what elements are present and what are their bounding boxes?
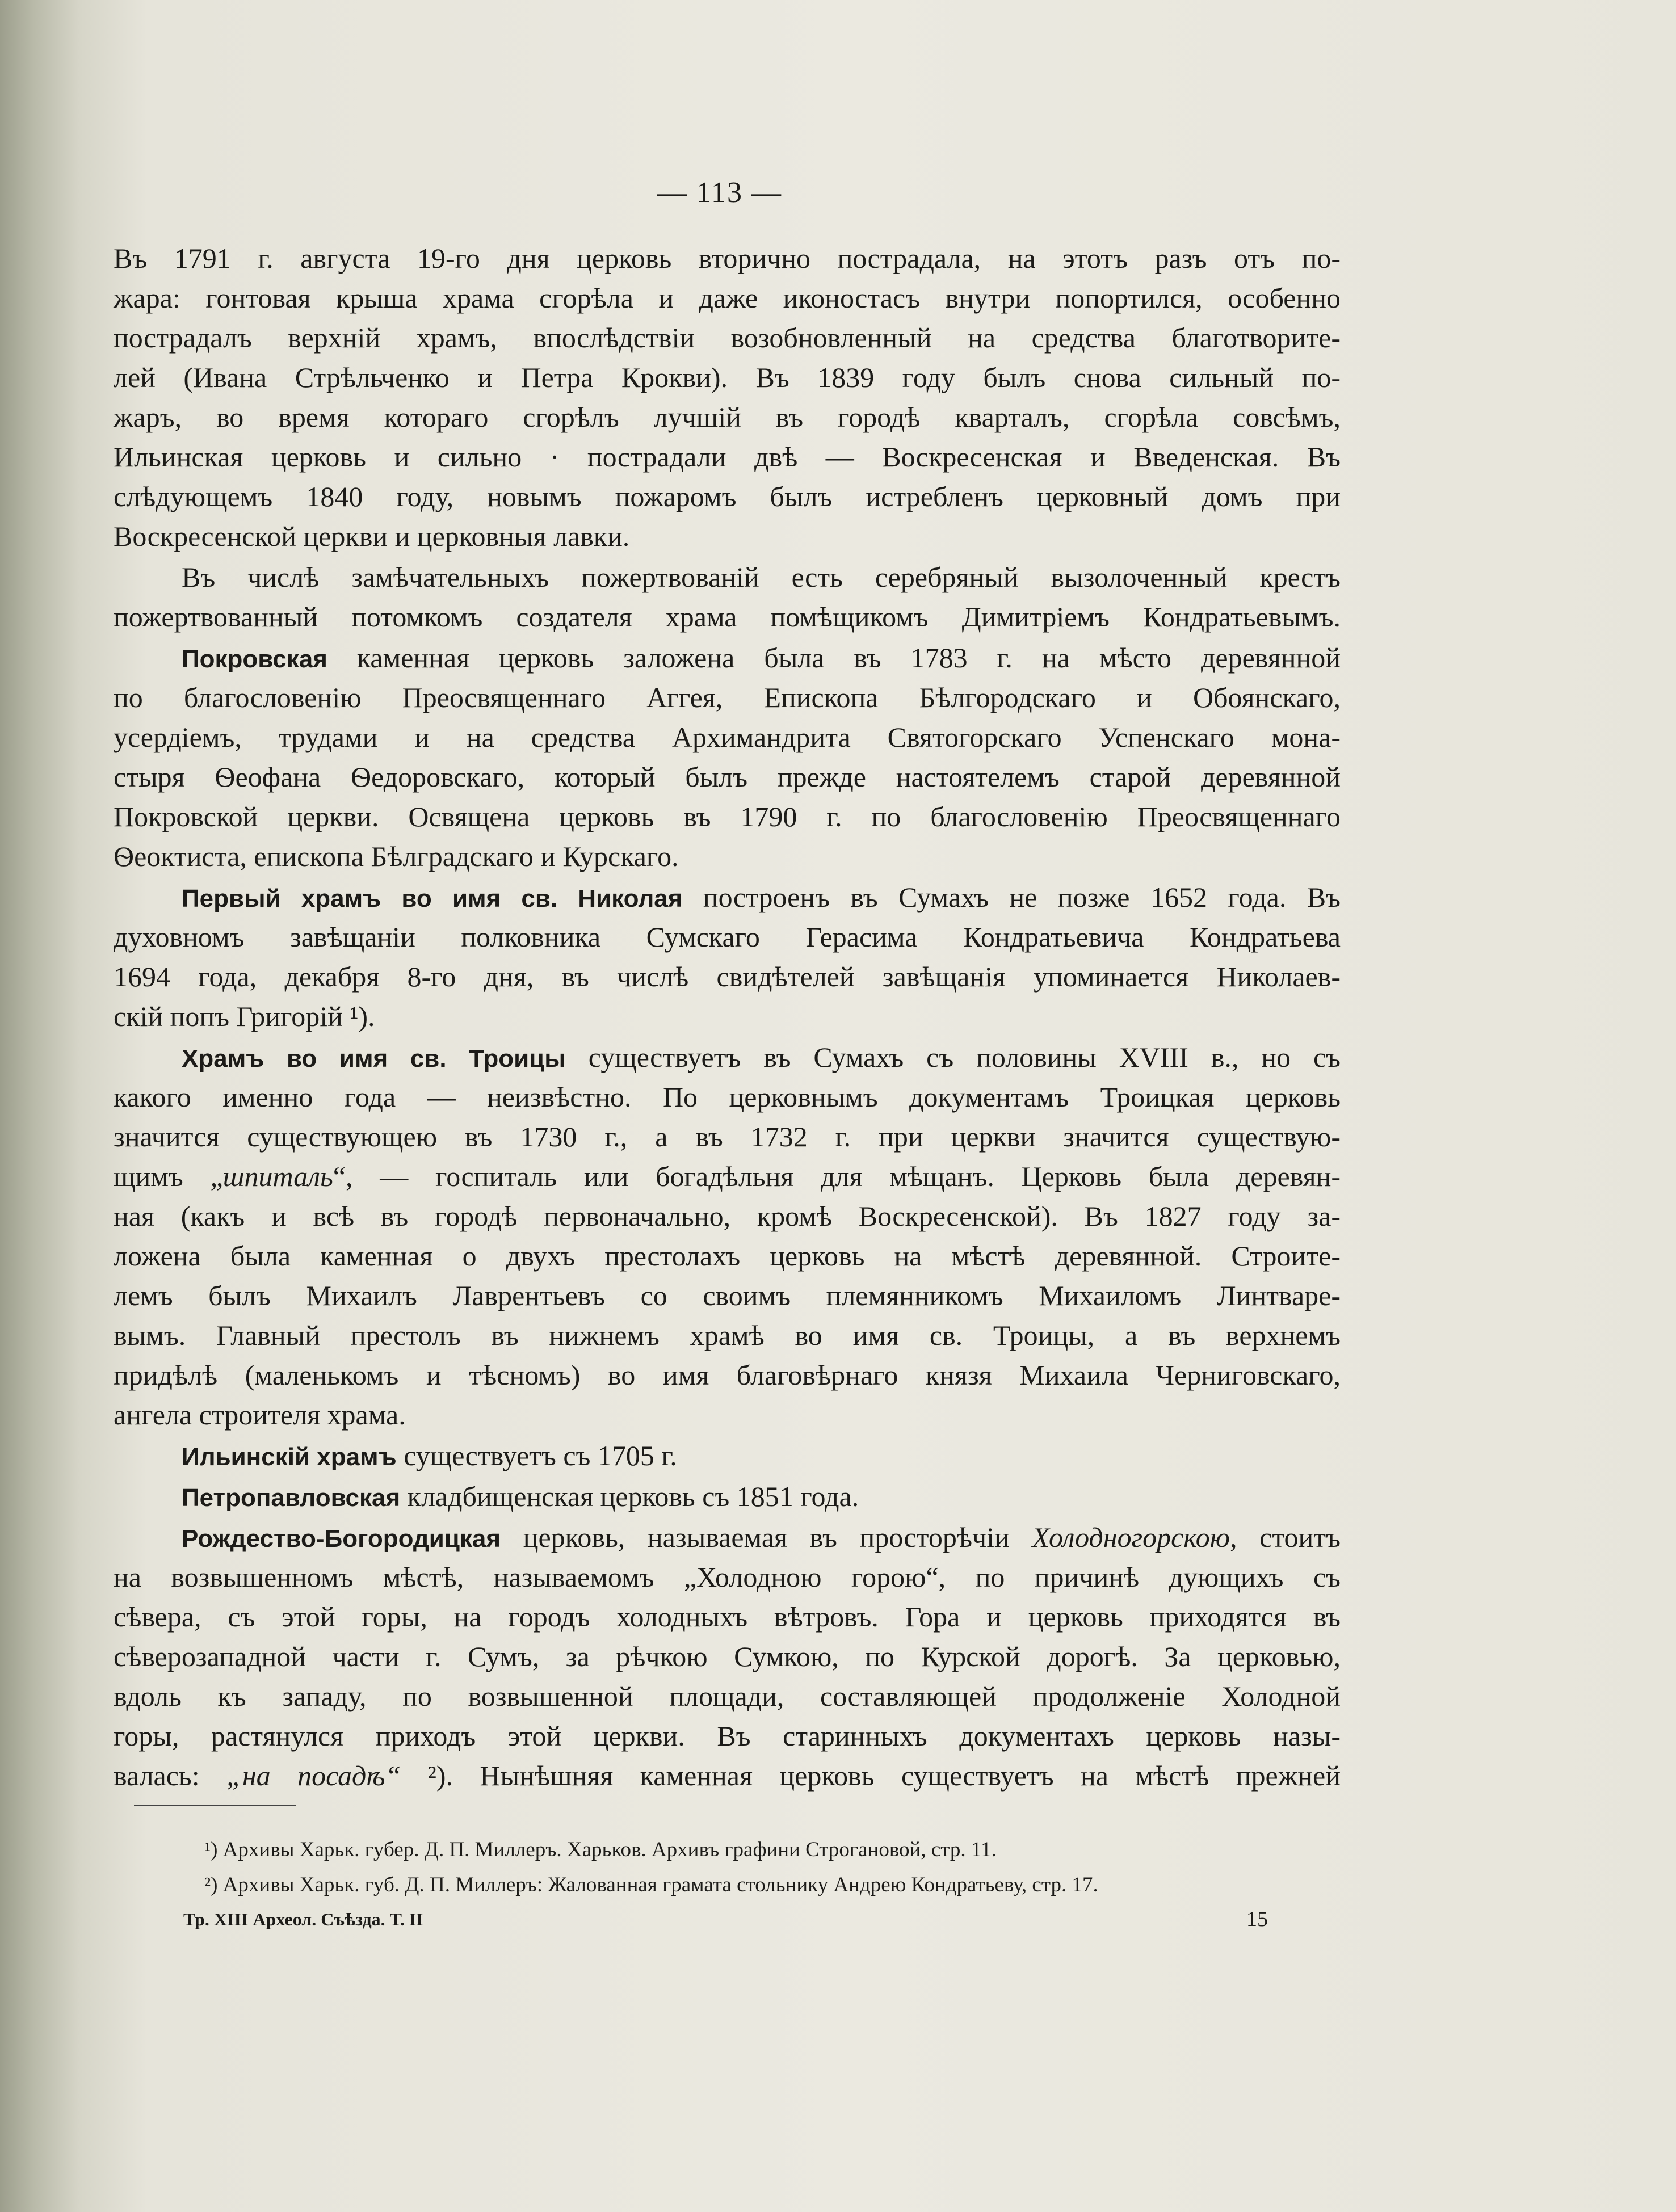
- paragraph: [114, 557, 1341, 637]
- text-line: [114, 358, 1341, 397]
- text-run: каменная церковь заложена была въ 1783 г. на мѣсто деревянной: [327, 642, 1341, 674]
- text-line: [114, 1117, 1341, 1157]
- text-run: ангела строителя храма.: [114, 1399, 406, 1431]
- text-line: [114, 757, 1341, 797]
- text-line: [114, 917, 1341, 957]
- text-run: Въ 1791 г. августа 19-го дня церковь вторично пострадала, на этотъ разъ отъ по-: [114, 242, 1341, 274]
- text-run: значится существующею въ 1730 г., а въ 1732 г. при церкви значится существую-: [114, 1121, 1341, 1153]
- text-run: сѣвера, съ этой горы, на городъ холодныхъ вѣтровъ. Гора и церковь приходятся въ: [114, 1601, 1341, 1633]
- text-run: горы, растянулся приходъ этой церкви. Въ старинныхъ документахъ церковь назы-: [114, 1720, 1341, 1752]
- text-run: Ильинская церковь и сильно · пострадали двѣ — Воскресенская и Введенская. Въ: [114, 441, 1341, 473]
- text-run: ²). Нынѣшняя каменная церковь существуетъ на мѣстѣ прежней: [401, 1760, 1341, 1792]
- text-run: придѣлѣ (маленькомъ и тѣсномъ) во имя благовѣрнаго князя Михаила Черниговскаго,: [114, 1359, 1341, 1391]
- text-line: [114, 477, 1341, 516]
- text-run: щимъ „: [114, 1160, 223, 1192]
- text-line: [114, 1276, 1341, 1315]
- footer-signature: Тр. XIII Археол. Съѣзда. Т. II: [183, 1909, 423, 1929]
- footnote-2: ²) Архивы Харьк. губ. Д. П. Миллеръ: Жалованная грамата стольнику Андрею Кондратьеву, стр. 17.: [204, 1873, 1098, 1896]
- text-line: [114, 238, 1341, 278]
- text-line: [114, 1196, 1341, 1236]
- text-run: какого именно года — неизвѣстно. По церковнымъ документамъ Троицкая церковь: [114, 1081, 1341, 1113]
- text-line: [114, 1676, 1341, 1716]
- text-run: ная (какъ и всѣ въ городѣ первоначально, кромѣ Воскресенской). Въ 1827 году за-: [114, 1200, 1341, 1232]
- text-line: [114, 1557, 1341, 1597]
- text-line: [114, 678, 1341, 717]
- paragraph: [114, 638, 1341, 876]
- text-line: [114, 996, 1341, 1036]
- text-line: [114, 278, 1341, 318]
- text-run: усердіемъ, трудами и на средства Архимандрита Святогорскаго Успенскаго мона-: [114, 721, 1341, 753]
- text-line: [114, 437, 1341, 477]
- text-line: [114, 1597, 1341, 1637]
- text-run: пострадалъ верхній храмъ, впослѣдствіи возобновленный на средства благотворите-: [114, 322, 1341, 354]
- text-run: стыря Ѳеофана Ѳедоровскаго, который былъ прежде настоятелемъ старой деревянной: [114, 761, 1341, 793]
- bold-heading-run: Покровская: [182, 645, 327, 673]
- footer-sheet-number: 15: [1246, 1907, 1268, 1931]
- paragraph: [114, 877, 1341, 1036]
- text-run: , стоитъ: [1230, 1521, 1341, 1553]
- page-number: — 113 —: [657, 176, 783, 209]
- italic-run: „на посадѣ“: [226, 1760, 401, 1792]
- text-line: [114, 1236, 1341, 1276]
- text-line: [114, 1395, 1341, 1435]
- text-run: Ѳеоктиста, епископа Бѣлградскаго и Курскаго.: [114, 840, 679, 872]
- text-run: по благословенію Преосвященнаго Аггея, Епископа Бѣлгородскаго и Обоянскаго,: [114, 682, 1341, 713]
- text-run: 1694 года, декабря 8-го дня, въ числѣ свидѣтелей завѣщанія упоминается Николаев-: [114, 961, 1341, 993]
- text-line: [114, 557, 1341, 597]
- text-line: [114, 957, 1341, 996]
- text-run: жаръ, во время котораго сгорѣлъ лучшій въ городѣ кварталъ, сгорѣла совсѣмъ,: [114, 401, 1341, 433]
- paragraph: [114, 1517, 1341, 1795]
- text-line: [114, 717, 1341, 757]
- text-run: сѣверозападной части г. Сумъ, за рѣчкою Сумкою, по Курской дорогѣ. За церковью,: [114, 1641, 1341, 1672]
- text-line: [114, 397, 1341, 437]
- paragraph: [114, 1037, 1341, 1435]
- text-line: [114, 516, 1341, 556]
- text-line: [114, 638, 1341, 678]
- text-run: пожертвованный потомкомъ создателя храма помѣщикомъ Димитріемъ Кондратьевымъ.: [114, 601, 1341, 633]
- text-line: [114, 1477, 1341, 1516]
- footnote-1: ¹) Архивы Харьк. губер. Д. П. Миллеръ. Харьков. Архивъ графини Строгановой, стр. 11.: [204, 1838, 997, 1861]
- text-run: Воскресенской церкви и церковныя лавки.: [114, 520, 630, 552]
- text-line: [114, 1315, 1341, 1355]
- text-run: существуетъ въ Сумахъ съ половины XVIII в., но съ: [565, 1041, 1341, 1073]
- text-run: вдоль къ западу, по возвышенной площади, составляющей продолженіе Холодной: [114, 1680, 1341, 1712]
- body-text: [114, 238, 1341, 1797]
- italic-run: Холодногорскою: [1032, 1521, 1230, 1553]
- text-run: духовномъ завѣщаніи полковника Сумскаго Герасима Кондратьевича Кондратьева: [114, 921, 1341, 953]
- text-line: [114, 836, 1341, 876]
- text-line: [114, 1517, 1341, 1557]
- text-run: лемъ былъ Михаилъ Лаврентьевъ со своимъ племянникомъ Михаиломъ Линтваре-: [114, 1280, 1341, 1311]
- text-line: [114, 1716, 1341, 1756]
- text-run: на возвышенномъ мѣстѣ, называемомъ „Холодною горою“, по причинѣ дующихъ съ: [114, 1561, 1341, 1593]
- text-line: [114, 318, 1341, 358]
- text-line: [114, 597, 1341, 637]
- text-line: [114, 797, 1341, 836]
- text-run: ложена была каменная о двухъ престолахъ церковь на мѣстѣ деревянной. Строите-: [114, 1240, 1341, 1272]
- text-run: церковь, называемая въ просторѣчіи: [501, 1521, 1032, 1553]
- text-line: [114, 1355, 1341, 1395]
- text-line: [114, 1077, 1341, 1117]
- bold-heading-run: Храмъ во имя св. Троицы: [182, 1045, 566, 1073]
- text-run: существуетъ съ 1705 г.: [396, 1440, 677, 1471]
- text-run: валась:: [114, 1760, 227, 1792]
- paragraph: [114, 1477, 1341, 1516]
- text-line: [114, 1157, 1341, 1196]
- text-line: [114, 877, 1341, 917]
- paragraph: [114, 238, 1341, 556]
- footnote-rule: [134, 1805, 296, 1806]
- text-line: [114, 1756, 1341, 1795]
- text-run: вымъ. Главный престолъ въ нижнемъ храмѣ во имя св. Троицы, а въ верхнемъ: [114, 1319, 1341, 1351]
- text-run: лей (Ивана Стрѣльченко и Петра Крокви). Въ 1839 году былъ снова сильный по-: [114, 361, 1341, 393]
- text-run: Покровской церкви. Освящена церковь въ 1790 г. по благословенію Преосвященнаго: [114, 801, 1341, 832]
- text-run: скій попъ Григорій ¹).: [114, 1000, 375, 1032]
- bold-heading-run: Ильинскій храмъ: [182, 1443, 397, 1471]
- text-run: построенъ въ Сумахъ не позже 1652 года. Въ: [682, 881, 1341, 913]
- text-line: [114, 1436, 1341, 1475]
- bold-heading-run: Первый храмъ во имя св. Николая: [182, 885, 683, 912]
- italic-run: шпиталь: [222, 1160, 333, 1192]
- text-run: кладбищенская церковь съ 1851 года.: [400, 1481, 859, 1512]
- text-line: [114, 1637, 1341, 1676]
- text-run: жара: гонтовая крыша храма сгорѣла и даже иконостасъ внутри попортился, особенно: [114, 282, 1341, 314]
- text-line: [114, 1037, 1341, 1077]
- bold-heading-run: Петропавловская: [182, 1484, 401, 1512]
- bold-heading-run: Рождество-Богородицкая: [182, 1525, 501, 1553]
- paragraph: [114, 1436, 1341, 1475]
- text-run: “, — госпиталь или богадѣльня для мѣщанъ. Церковь была деревян-: [333, 1160, 1341, 1192]
- text-run: Въ числѣ замѣчательныхъ пожертвованій есть серебряный вызолоченный крестъ: [182, 561, 1341, 593]
- text-run: слѣдующемъ 1840 году, новымъ пожаромъ былъ истребленъ церковный домъ при: [114, 481, 1341, 512]
